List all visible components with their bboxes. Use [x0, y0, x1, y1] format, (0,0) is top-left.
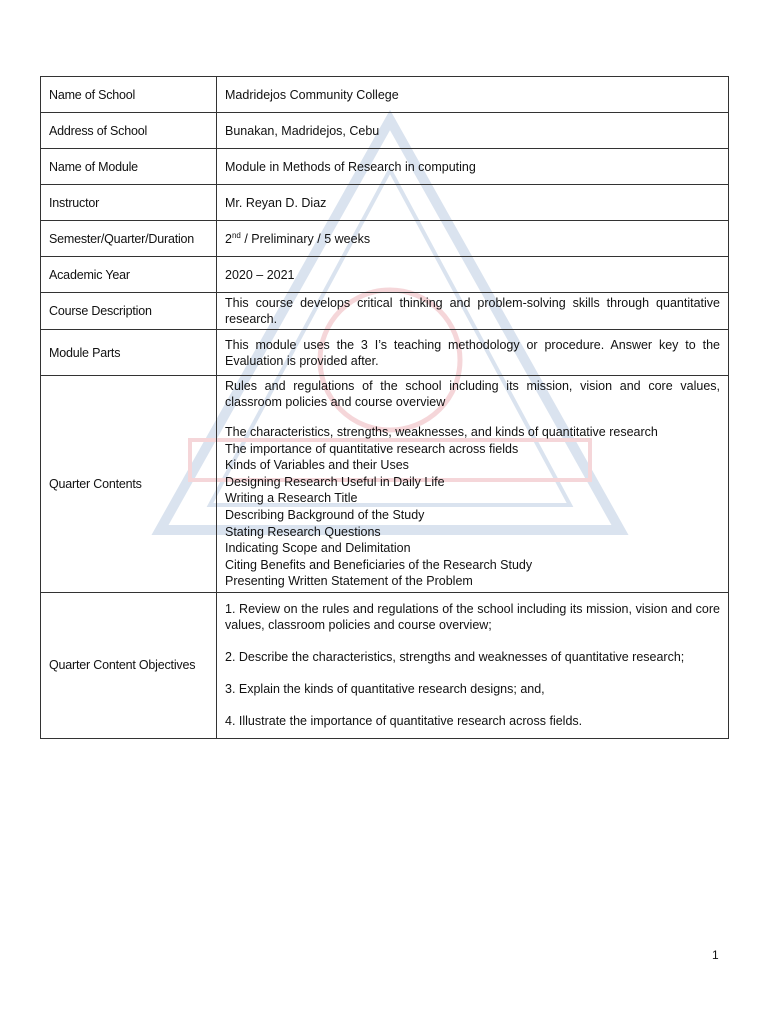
row-label: Course Description	[41, 293, 217, 330]
list-item: The importance of quantitative research across fields	[225, 441, 519, 456]
list-item: 3. Explain the kinds of quantitative research designs; and,	[225, 682, 545, 697]
semester-number: 2	[225, 231, 232, 246]
list-item: Citing Benefits and Beneficiaries of the Research Study	[225, 557, 533, 572]
table-row	[41, 330, 729, 376]
list-item: Indicating Scope and Delimitation	[225, 541, 411, 556]
row-label: Semester/Quarter/Duration	[41, 221, 217, 257]
row-label: Quarter Contents	[41, 376, 217, 593]
row-label: Module Parts	[41, 330, 217, 376]
list-item: Designing Research Useful in Daily Life	[225, 474, 445, 489]
semester-detail: / Preliminary / 5 weeks	[240, 231, 371, 246]
table-row	[41, 149, 729, 185]
list-item: 2. Describe the characteristics, strengths and weaknesses of quantitative research;	[225, 650, 685, 665]
list-item: 1. Review on the rules and regulations of the school including its mission, vision and core values, classroom policies and course overview;	[225, 602, 720, 633]
row-value: This module uses the 3 I’s teaching methodology or procedure. Answer key to the Evaluation is provided after.	[217, 330, 729, 376]
list-item: Writing a Research Title	[225, 491, 358, 506]
list-item: 4. Illustrate the importance of quantitative research across fields.	[225, 714, 583, 729]
quarter-contents-intro: Rules and regulations of the school including its mission, vision and core values, classroom policies and course overview	[225, 379, 720, 409]
list-item: Describing Background of the Study	[225, 507, 425, 522]
ordinal-suffix: nd	[231, 230, 241, 240]
row-label: Quarter Content Objectives	[41, 592, 217, 738]
module-info-table	[40, 76, 729, 739]
row-label: Name of School	[41, 77, 217, 113]
row-label: Instructor	[41, 185, 217, 221]
table-row	[41, 77, 729, 113]
table-row	[41, 257, 729, 293]
row-value: This course develops critical thinking and problem-solving skills through quantitative research.	[217, 293, 729, 330]
row-label: Name of Module	[41, 149, 217, 185]
table-row	[41, 221, 729, 257]
list-item: Kinds of Variables and their Uses	[225, 458, 409, 473]
row-value: 2020 – 2021	[217, 257, 729, 293]
table-row	[41, 293, 729, 330]
table-row	[41, 113, 729, 149]
list-item: Stating Research Questions	[225, 524, 381, 539]
row-value	[217, 221, 729, 257]
list-item: Presenting Written Statement of the Problem	[225, 574, 473, 589]
quarter-contents-list	[217, 376, 729, 593]
row-label: Address of School	[41, 113, 217, 149]
table-row	[41, 185, 729, 221]
row-value: Module in Methods of Research in computing	[217, 149, 729, 185]
quarter-objectives-list	[217, 592, 729, 738]
list-item: The characteristics, strengths, weaknesses, and kinds of quantitative research	[225, 425, 658, 439]
page-number: 1	[712, 948, 719, 962]
row-value: Madridejos Community College	[217, 77, 729, 113]
row-label: Academic Year	[41, 257, 217, 293]
table-row	[41, 592, 729, 738]
row-value: Mr. Reyan D. Diaz	[217, 185, 729, 221]
table-row	[41, 376, 729, 593]
row-value: Bunakan, Madridejos, Cebu	[217, 113, 729, 149]
